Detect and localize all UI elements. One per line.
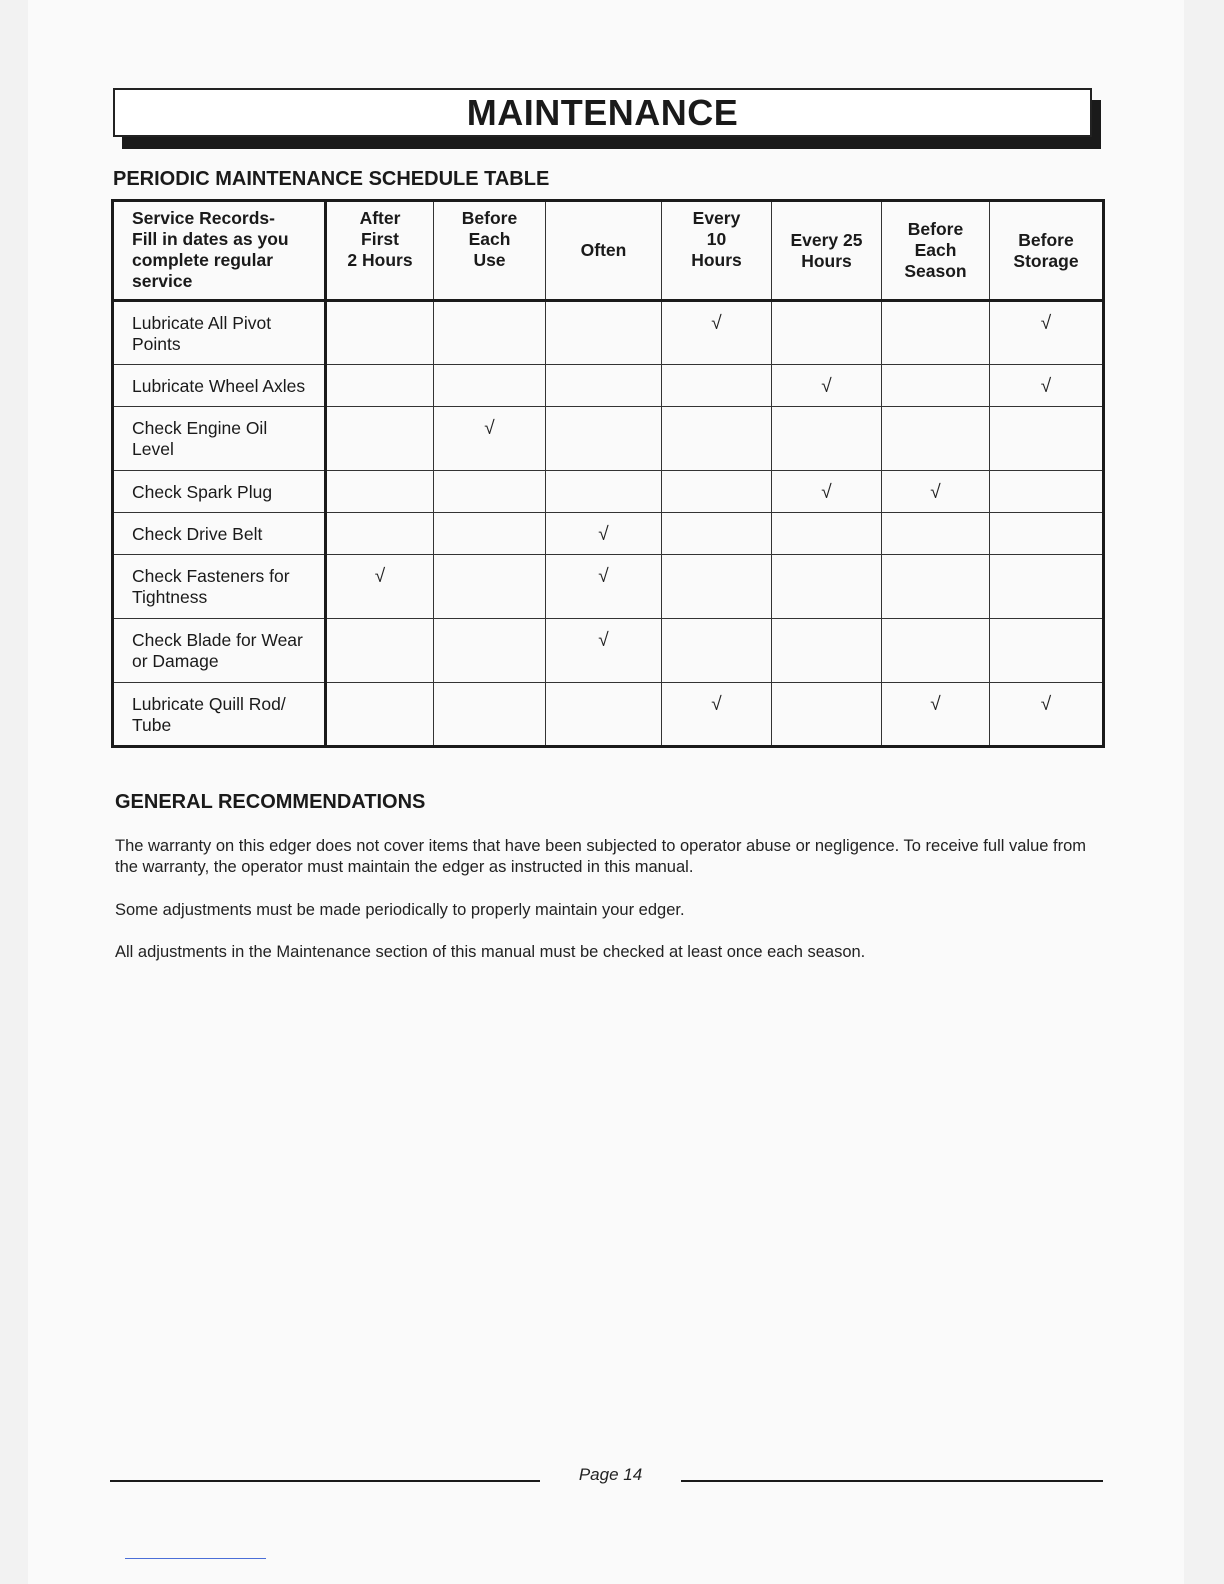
header-every-25-hours: Every 25 Hours [772, 201, 882, 301]
empty-cell [434, 619, 546, 683]
table-row [113, 555, 1104, 619]
table-body [113, 301, 1104, 747]
season-check-paragraph: All adjustments in the Maintenance section of this manual must be checked at least once each season. [115, 943, 866, 961]
empty-cell [662, 407, 772, 471]
empty-cell [662, 513, 772, 555]
empty-cell [434, 683, 546, 747]
empty-cell [662, 555, 772, 619]
check-mark-icon: √ [772, 471, 882, 513]
empty-cell [546, 471, 662, 513]
footer-rule-left [110, 1480, 540, 1482]
table-row [113, 301, 1104, 365]
check-mark-icon: √ [990, 301, 1104, 365]
header-before-storage: Before Storage [990, 201, 1104, 301]
check-mark-icon: √ [882, 683, 990, 747]
empty-cell [882, 619, 990, 683]
footer-rule-right [681, 1480, 1103, 1482]
empty-cell [326, 683, 434, 747]
empty-cell [772, 683, 882, 747]
empty-cell [434, 513, 546, 555]
empty-cell [882, 365, 990, 407]
header-after-first-2-hours: After First 2 Hours [326, 201, 434, 301]
header-often: Often [546, 201, 662, 301]
empty-cell [990, 407, 1104, 471]
empty-cell [772, 301, 882, 365]
warranty-paragraph: The warranty on this edger does not cover items that have been subjected to operator abuse or negligence. To receive full value from the warranty, the operator must maintain the edger as instructed in this manual. [115, 837, 1087, 876]
empty-cell [326, 365, 434, 407]
general-recommendations-heading: GENERAL RECOMMENDATIONS [115, 791, 426, 813]
empty-cell [326, 619, 434, 683]
page-number: Page 14 [578, 1465, 643, 1484]
table-row [113, 365, 1104, 407]
empty-cell [882, 513, 990, 555]
empty-cell [434, 471, 546, 513]
empty-cell [990, 471, 1104, 513]
empty-cell [772, 513, 882, 555]
empty-cell [546, 407, 662, 471]
check-mark-icon: √ [546, 555, 662, 619]
empty-cell [546, 365, 662, 407]
empty-cell [662, 471, 772, 513]
check-mark-icon: √ [326, 555, 434, 619]
header-before-each-season: Before Each Season [882, 201, 990, 301]
empty-cell [990, 555, 1104, 619]
empty-cell [434, 365, 546, 407]
empty-cell [434, 555, 546, 619]
empty-cell [326, 471, 434, 513]
maintenance-schedule-table [111, 199, 1105, 748]
task-label: Check Spark Plug [113, 471, 326, 513]
check-mark-icon: √ [990, 683, 1104, 747]
empty-cell [326, 513, 434, 555]
empty-cell [434, 301, 546, 365]
task-label: Lubricate Quill Rod/ Tube [113, 683, 326, 747]
empty-cell [990, 619, 1104, 683]
check-mark-icon: √ [434, 407, 546, 471]
empty-cell [662, 619, 772, 683]
empty-cell [326, 407, 434, 471]
empty-cell [882, 555, 990, 619]
empty-cell [990, 513, 1104, 555]
title-banner [113, 88, 1092, 137]
empty-cell [772, 407, 882, 471]
task-label: Check Engine Oil Level [113, 407, 326, 471]
schedule-heading: PERIODIC MAINTENANCE SCHEDULE TABLE [113, 168, 550, 190]
check-mark-icon: √ [662, 683, 772, 747]
adjustments-paragraph: Some adjustments must be made periodically to properly maintain your edger. [115, 901, 685, 919]
table-row [113, 471, 1104, 513]
task-label: Lubricate All Pivot Points [113, 301, 326, 365]
page-title: MAINTENANCE [466, 91, 739, 133]
header-every-10-hours: Every 10 Hours [662, 201, 772, 301]
empty-cell [772, 619, 882, 683]
empty-cell [662, 365, 772, 407]
check-mark-icon: √ [546, 513, 662, 555]
task-label: Check Fasteners for Tightness [113, 555, 326, 619]
check-mark-icon: √ [882, 471, 990, 513]
empty-cell [882, 407, 990, 471]
table-row [113, 619, 1104, 683]
empty-cell [546, 301, 662, 365]
table-row [113, 513, 1104, 555]
task-label: Check Blade for Wear or Damage [113, 619, 326, 683]
empty-cell [772, 555, 882, 619]
check-mark-icon: √ [546, 619, 662, 683]
empty-cell [326, 301, 434, 365]
check-mark-icon: √ [990, 365, 1104, 407]
table-header-row [113, 201, 1104, 301]
empty-cell [882, 301, 990, 365]
header-before-each-use: Before Each Use [434, 201, 546, 301]
check-mark-icon: √ [662, 301, 772, 365]
table-row [113, 407, 1104, 471]
table-row [113, 683, 1104, 747]
header-service-records: Service Records- Fill in dates as you complete regular service [113, 201, 326, 301]
task-label: Check Drive Belt [113, 513, 326, 555]
link-underline [125, 1558, 266, 1559]
empty-cell [546, 683, 662, 747]
task-label: Lubricate Wheel Axles [113, 365, 326, 407]
check-mark-icon: √ [772, 365, 882, 407]
